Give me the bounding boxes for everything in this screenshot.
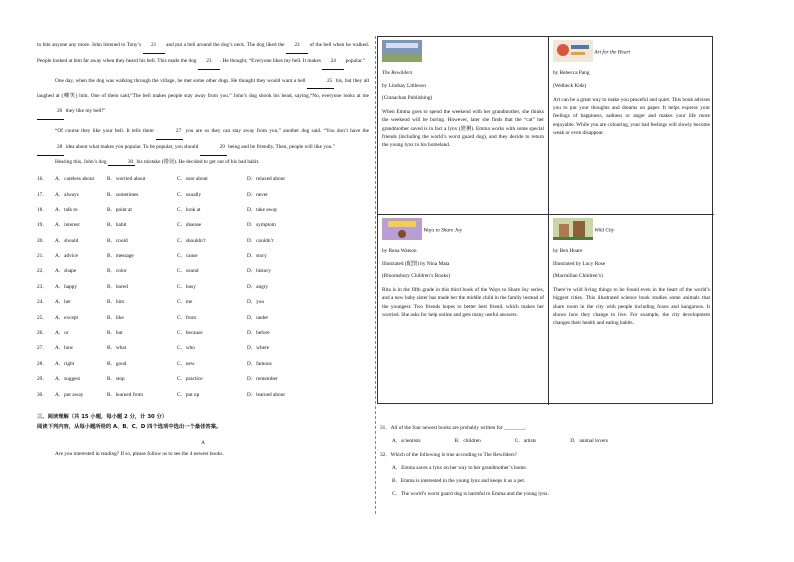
book-author: by Rena Watson (382, 248, 417, 255)
question-number: 28． (37, 360, 48, 367)
option-row (37, 218, 369, 233)
option-c[interactable]: C．put up (177, 391, 200, 398)
cloze-text: “Of course they like your bell. It tells them (55, 128, 154, 135)
book-cell-wild-city (549, 215, 714, 405)
option-c[interactable]: C．look at (177, 206, 201, 213)
option-row (37, 280, 369, 295)
cloze-text: One day, when the dog was walking through the village, he met some other dogs. He thought they would want a bell (55, 77, 306, 84)
book-illustrator: Illustrated (配图) by Nina Mata (382, 260, 450, 267)
book-title: Wild City (594, 227, 615, 234)
book-title: The Rewilders (382, 70, 413, 77)
option-a[interactable]: A．should (55, 237, 79, 244)
option-d[interactable]: D．learned about (247, 391, 285, 398)
question-number: 29． (37, 376, 48, 383)
option-b[interactable]: B．worried about (107, 176, 146, 183)
option-a[interactable]: A．or (55, 330, 69, 337)
option-b[interactable]: B．Emma is interested in the young lynx and keeps it as a pet. (392, 478, 526, 485)
option-c[interactable]: C．from (177, 314, 197, 321)
option-a[interactable]: A．except (55, 314, 78, 321)
option-b[interactable]: B．good (107, 360, 127, 367)
book-grid (377, 36, 713, 404)
question-number: 19． (37, 222, 48, 229)
question-32: 32．Which of the following is true according to The Rewilders? (380, 451, 517, 458)
book-title: Ways to Share Joy (423, 227, 462, 234)
question-number: 25． (37, 314, 48, 321)
option-c[interactable]: C．The world’s worst guard dog is harmful to Emma and the young lynx. (392, 491, 549, 498)
option-row (37, 264, 369, 279)
option-a[interactable]: A．shape (55, 268, 77, 275)
question-number: 16． (37, 176, 48, 183)
options-list (37, 172, 369, 403)
question-number: 20． (37, 237, 48, 244)
question-number: 21． (37, 253, 48, 260)
option-c[interactable]: C．disease (177, 222, 202, 229)
option-b[interactable]: B．learned from (107, 391, 144, 398)
option-c[interactable]: C．usually (177, 191, 202, 198)
cloze-paragraph-3 (37, 124, 369, 156)
question-number: 17． (37, 191, 48, 198)
cloze-paragraph-1 (37, 38, 369, 70)
option-c[interactable]: C．shouldn’t (177, 237, 206, 244)
option-d[interactable]: D．remember (247, 376, 278, 383)
book-description: There’re wild living things to be found even in the heart of the world’s biggest cities. This illustrated science book studies some animals that share room in the city with people including foxes and kangaroos. It shows how they change to live. For example, the city development changes their health and eating habits. (553, 287, 710, 326)
option-d[interactable]: D．couldn’t (247, 237, 274, 244)
blank-24: 24 (322, 54, 344, 70)
book-author: by Lindsay Littleson (382, 82, 426, 89)
option-b[interactable]: B．habit (107, 222, 127, 229)
option-row (37, 203, 369, 218)
cloze-paragraph-2 (37, 74, 369, 120)
option-c[interactable]: C．who (177, 345, 195, 352)
part-label: A (201, 439, 205, 446)
option-b[interactable]: B．color (107, 268, 127, 275)
option-d[interactable]: D．you (247, 299, 265, 306)
book-cell-art-for-the-heart (549, 37, 714, 215)
option-c[interactable]: C．practice (177, 376, 203, 383)
option-a[interactable]: A．happy (55, 283, 78, 290)
option-b[interactable]: B．point at (107, 206, 132, 213)
cloze-text: you are so they can stay away from you,” another dog said. “You don’t have the (185, 128, 369, 135)
cloze-text: of the bell when he walked. People looked at him far away when they heard his bell. This made the dog (37, 42, 370, 64)
book-publisher: (Welbeck Kids) (553, 82, 587, 89)
book-publisher: (Bloomsbury Children’s Books) (382, 272, 450, 279)
blank-28: 28 (37, 140, 64, 156)
option-b[interactable]: B．sometimes (107, 191, 139, 198)
cloze-text: his, but they all laughed at (嘲笑) him. One of them said,“The bell makes people stay away from you.” John’s dog shook his head, saying,“No, everyone looks at me (37, 77, 370, 100)
blank-23: 23 (198, 54, 220, 70)
left-column (37, 38, 369, 457)
book-publisher: (Macmillan Children’s) (553, 272, 603, 279)
question-number: 24． (37, 299, 48, 306)
book-cover-icon (382, 40, 422, 64)
cloze-paragraph-4 (37, 160, 369, 166)
option-c[interactable]: C．sure about (177, 176, 208, 183)
book-cover-icon (553, 40, 593, 64)
option-a[interactable]: A．right (55, 360, 75, 367)
cloze-text: they like my bell!” (65, 108, 106, 115)
option-c[interactable]: C．sound (177, 268, 199, 275)
option-a[interactable]: A．suggest (55, 376, 81, 383)
book-description: When Emma goes to spend the weekend with her grandmother, she thinks the weekend will be boring. However, later she finds that the “cat” her grandmother saved is in fact a lynx (猞猁). Emma works with some special friends (including the world’s worst guard dog), and they decide to return the young lynx to his homeland. (382, 109, 544, 148)
book-illustrator: Illustrated by Lucy Rose (553, 260, 606, 267)
option-d[interactable]: D．never (247, 191, 268, 198)
cloze-text: . He thought, “Everyone likes my bell. It makes (219, 57, 321, 64)
option-d[interactable]: D．angry (247, 283, 269, 290)
question-number: 23． (37, 283, 48, 290)
cloze-text: his mistake (错误). He decided to get out of his bad habit. (136, 158, 260, 165)
option-row (37, 388, 369, 403)
option-b[interactable]: B．but (107, 330, 123, 337)
option-b[interactable]: B．like (107, 314, 124, 321)
option-row (37, 372, 369, 387)
book-title: Art for the Heart (594, 49, 631, 56)
option-d[interactable]: D．relaxed about (247, 176, 285, 183)
book-cover-icon (382, 218, 422, 242)
book-publisher: (Cranachan Publishing) (382, 94, 433, 101)
option-a[interactable]: A．how (55, 345, 74, 352)
question-number: 22． (37, 268, 48, 275)
option-a[interactable]: A．put away (55, 391, 84, 398)
option-a[interactable]: A．always (55, 191, 79, 198)
cloze-text: being and be friendly. Then, people will like you.” (228, 143, 335, 150)
blank-27: 27 (156, 124, 183, 140)
question-31-options (392, 439, 716, 444)
option-a[interactable]: A．careless about (55, 176, 94, 183)
question-number: 26． (37, 330, 48, 337)
blank-22: 22 (286, 38, 308, 54)
book-author: by Rebecca Pang (553, 70, 590, 77)
option-a[interactable]: A．her (55, 299, 71, 306)
option-d[interactable]: D．take away (247, 206, 278, 213)
cloze-text: and put a bell around the dog’s neck. The dog liked the (166, 42, 285, 48)
option-d[interactable]: D．story (247, 253, 267, 260)
section-heading: 三、阅读理解（共 15 小题，每小题 2 分，计 30 分） (37, 413, 168, 420)
option-c[interactable]: C．because (177, 330, 203, 337)
blank-30: 30 (108, 160, 135, 166)
book-cell-rewilders (378, 37, 549, 215)
question-number: 30． (37, 391, 48, 398)
option-b[interactable]: B．bored (107, 283, 128, 290)
question-31: 31．All of the four newest books are probably written for ________. (380, 425, 527, 431)
option-row (37, 249, 369, 264)
option-row (37, 295, 369, 310)
option-d[interactable]: D．where (247, 345, 270, 352)
book-author: by Ben Hoare (553, 248, 583, 255)
section-instruction: 阅读下列内容，从每小题所给的 A、B、C、D 四个选项中选出一个最佳答案。 (37, 424, 222, 431)
option-row (37, 234, 369, 249)
blank-21: 21 (143, 38, 165, 54)
option-d[interactable]: D．animal lovers (570, 438, 609, 445)
book-cover-icon (553, 218, 593, 242)
cloze-text: popular.” (345, 57, 366, 64)
option-row (37, 357, 369, 372)
option-b[interactable]: B．stop (107, 376, 125, 383)
option-a[interactable]: A．interest (55, 222, 80, 229)
question-number: 18． (37, 206, 48, 213)
option-c[interactable]: C．busy (177, 283, 196, 290)
option-d[interactable]: D．symptom (247, 222, 276, 229)
option-d[interactable]: D．under (247, 314, 269, 321)
cloze-text: idea about what makes you popular. To be popular, you should (65, 143, 199, 150)
blank-25: 25 (307, 74, 334, 90)
option-a[interactable]: A．scientists (392, 438, 421, 445)
questions-block (380, 426, 716, 506)
option-d[interactable]: D．famous (247, 360, 272, 367)
option-row (37, 311, 369, 326)
book-description: Rita is in the fifth grade in this third book of the Ways to Share Joy series, and a new baby sister has made her the middle child in the family instead of the youngest. Two friends hopes to better best friend, which makes her worried. She asks for help online and gets many useful answers. (382, 287, 544, 318)
blank-26: 26 (37, 104, 64, 120)
option-c[interactable]: C．artists (514, 438, 537, 445)
option-a[interactable]: A．Emma saves a lynx on her way to her grandmother’s home. (392, 464, 528, 471)
book-description: Art can be a great way to make you peaceful and quiet. This book advises you to put your thoughts and dreams on paper. It helps express your feelings of happiness, sadness or anger and makes your life more enjoyable. While you are colouring, your bad feelings will slowly become weak or even disappear. (553, 96, 711, 136)
reading-intro: Are you interested in reading? If so, please follow us to see the 4 newest books. (55, 450, 224, 457)
book-cell-ways-to-share-joy (378, 215, 549, 405)
option-b[interactable]: B．what (107, 345, 127, 352)
option-c[interactable]: C．cause (177, 253, 198, 260)
option-c[interactable]: C．new (177, 360, 195, 367)
option-d[interactable]: D．before (247, 330, 270, 337)
option-row (37, 172, 369, 187)
blank-29: 29 (200, 140, 227, 156)
option-row (37, 187, 369, 202)
option-b[interactable]: B．him (107, 299, 125, 306)
cloze-text: Hearing this, John’s dog (55, 158, 107, 165)
option-c[interactable]: C．me (177, 299, 193, 306)
option-b[interactable]: B．could (107, 237, 128, 244)
option-d[interactable]: D．history (247, 268, 271, 275)
question-number: 27． (37, 345, 48, 352)
option-a[interactable]: A．talk to (55, 206, 78, 213)
cloze-text: to bite anyone any more. John listened to Tony’s (37, 42, 142, 48)
option-row (37, 341, 369, 356)
option-row (37, 326, 369, 341)
option-b[interactable]: B．message (107, 253, 134, 260)
option-a[interactable]: A．advice (55, 253, 78, 260)
option-b[interactable]: B．children (454, 438, 481, 445)
